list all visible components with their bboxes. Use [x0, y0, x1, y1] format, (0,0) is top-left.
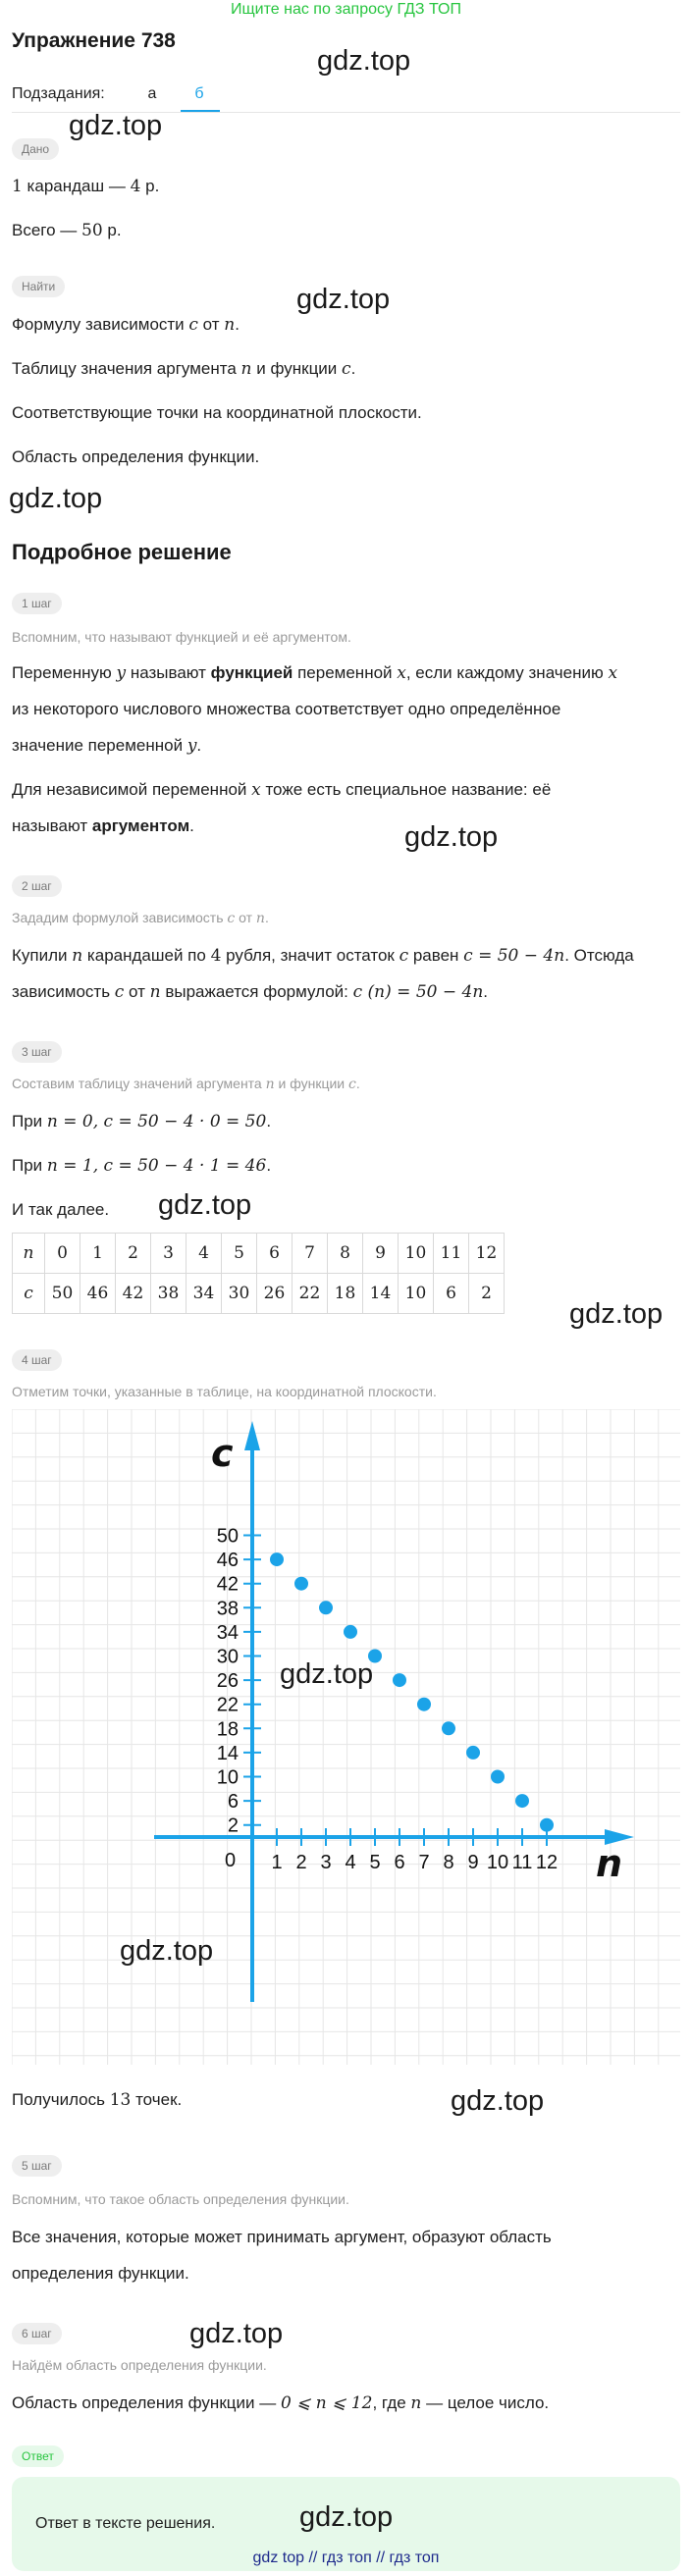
- table-row-n: [13, 1234, 505, 1274]
- watermark: gdz.top: [189, 2318, 284, 2349]
- table-cell: 4: [186, 1234, 222, 1274]
- y-tick-label: 42: [216, 1573, 239, 1596]
- answer-badge: Ответ: [12, 2445, 64, 2467]
- table-cell: 10: [399, 1274, 434, 1314]
- step-1-p2b: называют аргументом.: [12, 816, 194, 835]
- step-2-p1: Купили n карандашей по 4 рубля, значит остаток c равен c = 50 − 4n. Отсюда: [12, 946, 634, 966]
- table-cell: 2: [469, 1274, 505, 1314]
- table-cell: 42: [116, 1274, 151, 1314]
- step-1-hint: Вспомним, что называют функцией и её аргументом.: [12, 629, 351, 645]
- watermark: gdz.top: [569, 1298, 664, 1330]
- find-line-4: Область определения функции.: [12, 447, 260, 466]
- x-tick-label: 8: [443, 1852, 454, 1873]
- watermark: gdz.top: [296, 284, 391, 315]
- answer-text: Ответ в тексте решения.: [35, 2515, 216, 2532]
- tab-b[interactable]: б: [194, 85, 204, 102]
- footer-links[interactable]: gdz top // гдз топ // гдз топ: [252, 2550, 440, 2566]
- y-tick-label: 38: [216, 1598, 239, 1620]
- x-tick-label: 3: [320, 1852, 332, 1873]
- step-3-line-3: И так далее.: [12, 1200, 110, 1219]
- watermark: gdz.top: [9, 483, 103, 514]
- table-cell: 26: [257, 1274, 293, 1314]
- find-line-1: Формулу зависимости c от n.: [12, 315, 240, 335]
- table-cell: 18: [328, 1274, 363, 1314]
- given-badge: Дано: [12, 138, 59, 160]
- tick-labels: [217, 1526, 558, 1874]
- data-point: [540, 1818, 554, 1832]
- table-cell: 10: [399, 1234, 434, 1274]
- table-cell: 46: [80, 1274, 116, 1314]
- data-point: [417, 1698, 431, 1711]
- table-cell: 6: [257, 1234, 293, 1274]
- tab-a[interactable]: а: [147, 85, 157, 102]
- watermark: gdz.top: [280, 1658, 374, 1690]
- table-cell: 12: [469, 1234, 505, 1274]
- y-tick-label: 6: [227, 1791, 239, 1814]
- data-point: [344, 1625, 357, 1639]
- x-axis-label: n: [596, 1842, 623, 1885]
- given-line-2: Всего — 50 р.: [12, 221, 122, 240]
- table-cell: 11: [434, 1234, 469, 1274]
- table-cell: 34: [186, 1274, 222, 1314]
- data-point: [466, 1746, 480, 1760]
- step-2-hint: Зададим формулой зависимость c от n.: [12, 910, 269, 926]
- x-tick-label: 6: [394, 1852, 405, 1873]
- data-points: [270, 1552, 554, 1832]
- step-1-p2a: Для независимой переменной x тоже есть специальное название: её: [12, 780, 552, 800]
- find-line-3: Соответствующие точки на координатной плоскости.: [12, 403, 422, 422]
- step-1-badge: 1 шаг: [12, 593, 62, 614]
- y-tick-label: 50: [216, 1525, 239, 1548]
- step-2-badge: 2 шаг: [12, 875, 62, 897]
- watermark: gdz.top: [299, 2501, 394, 2533]
- y-tick-label: 14: [216, 1742, 239, 1764]
- step-5-hint: Вспомним, что такое область определения функции.: [12, 2191, 349, 2207]
- x-tick-label: 7: [418, 1852, 430, 1873]
- table-cell: 50: [45, 1274, 80, 1314]
- step-2-p2: зависимость c от n выражается формулой: c (n) = 50 − 4n.: [12, 982, 488, 1002]
- step-3-hint: Составим таблицу значений аргумента n и функции c.: [12, 1076, 360, 1092]
- step-4-hint: Отметим точки, указанные в таблице, на координатной плоскости.: [12, 1384, 437, 1399]
- table-cell: 14: [363, 1274, 399, 1314]
- y-axis-label: c: [211, 1432, 234, 1475]
- step-1-p1c: значение переменной y.: [12, 736, 202, 756]
- step-4-badge: 4 шаг: [12, 1349, 62, 1371]
- x-tick-label: 11: [511, 1852, 533, 1873]
- table-cell: c: [13, 1274, 45, 1314]
- step-3-line-1: При n = 0, c = 50 − 4 · 0 = 50.: [12, 1112, 272, 1131]
- grid: [12, 1409, 680, 2065]
- solution-title: Подробное решение: [12, 540, 232, 564]
- values-table: [12, 1233, 505, 1314]
- y-tick-label: 26: [216, 1670, 239, 1693]
- data-point: [515, 1794, 529, 1808]
- x-tick-label: 9: [467, 1852, 479, 1873]
- table-cell: 1: [80, 1234, 116, 1274]
- find-badge: Найти: [12, 276, 65, 297]
- data-point: [393, 1673, 406, 1687]
- table-cell: 6: [434, 1274, 469, 1314]
- table-cell: 7: [293, 1234, 328, 1274]
- coordinate-plane: [12, 1409, 680, 2065]
- step-3-line-2: При n = 1, c = 50 − 4 · 1 = 46.: [12, 1156, 272, 1176]
- step-5-badge: 5 шаг: [12, 2155, 62, 2177]
- table-cell: 9: [363, 1234, 399, 1274]
- data-point: [319, 1601, 333, 1614]
- watermark: gdz.top: [317, 45, 411, 77]
- watermark: gdz.top: [404, 821, 499, 853]
- table-cell: 2: [116, 1234, 151, 1274]
- table-cell: 8: [328, 1234, 363, 1274]
- y-axis-arrow: [244, 1421, 260, 1450]
- step-6-badge: 6 шаг: [12, 2323, 62, 2344]
- table-cell: 0: [45, 1234, 80, 1274]
- y-tick-label: 30: [216, 1646, 239, 1668]
- x-tick-label: 12: [535, 1852, 559, 1873]
- y-tick-label: 34: [216, 1621, 239, 1644]
- table-cell: 3: [151, 1234, 186, 1274]
- step-3-badge: 3 шаг: [12, 1041, 62, 1063]
- table-cell: 5: [222, 1234, 257, 1274]
- step-6-p1: Область определения функции — 0 ⩽ n ⩽ 12, где n — целое число.: [12, 2393, 550, 2413]
- step-6-hint: Найдём область определения функции.: [12, 2357, 267, 2373]
- search-hint-link[interactable]: Ищите нас по запросу ГДЗ ТОП: [231, 1, 461, 18]
- y-tick-label: 18: [216, 1718, 239, 1741]
- step-5-p1: Все значения, которые может принимать аргумент, образуют область: [12, 2228, 552, 2246]
- x-tick-label: 4: [345, 1852, 356, 1873]
- table-cell: 30: [222, 1274, 257, 1314]
- watermark: gdz.top: [120, 1935, 214, 1967]
- step-1-p1a: Переменную y называют функцией переменной x, если каждому значению x: [12, 663, 618, 683]
- y-tick-label: 46: [216, 1550, 239, 1572]
- x-tick-label: 2: [295, 1852, 307, 1873]
- y-tick-label: 10: [216, 1766, 239, 1789]
- x-tick-label: 10: [486, 1852, 509, 1873]
- watermark: gdz.top: [158, 1189, 252, 1221]
- data-point: [270, 1552, 284, 1566]
- find-line-2: Таблицу значения аргумента n и функции c.: [12, 359, 356, 379]
- page-title: Упражнение 738: [12, 29, 176, 52]
- given-line-1: 1 карандаш — 4 р.: [12, 177, 160, 196]
- table-cell: n: [13, 1234, 45, 1274]
- table-row-c: [13, 1274, 505, 1314]
- data-point: [442, 1721, 455, 1735]
- step-1-p1b: из некоторого числового множества соответствует одно определённое: [12, 700, 561, 718]
- origin-label: 0: [225, 1850, 237, 1871]
- subtasks-label: Подзадания:: [12, 85, 105, 102]
- watermark: gdz.top: [451, 2085, 545, 2117]
- watermark: gdz.top: [69, 110, 163, 141]
- step-4-result: Получилось 13 точек.: [12, 2090, 183, 2110]
- y-tick-label: 22: [216, 1694, 239, 1716]
- data-point: [491, 1770, 505, 1784]
- x-tick-label: 5: [369, 1852, 381, 1873]
- x-tick-label: 1: [271, 1852, 283, 1873]
- data-point: [294, 1577, 308, 1591]
- table-cell: 38: [151, 1274, 186, 1314]
- table-cell: 22: [293, 1274, 328, 1314]
- step-5-p2: определения функции.: [12, 2264, 189, 2283]
- y-tick-label: 2: [227, 1814, 239, 1837]
